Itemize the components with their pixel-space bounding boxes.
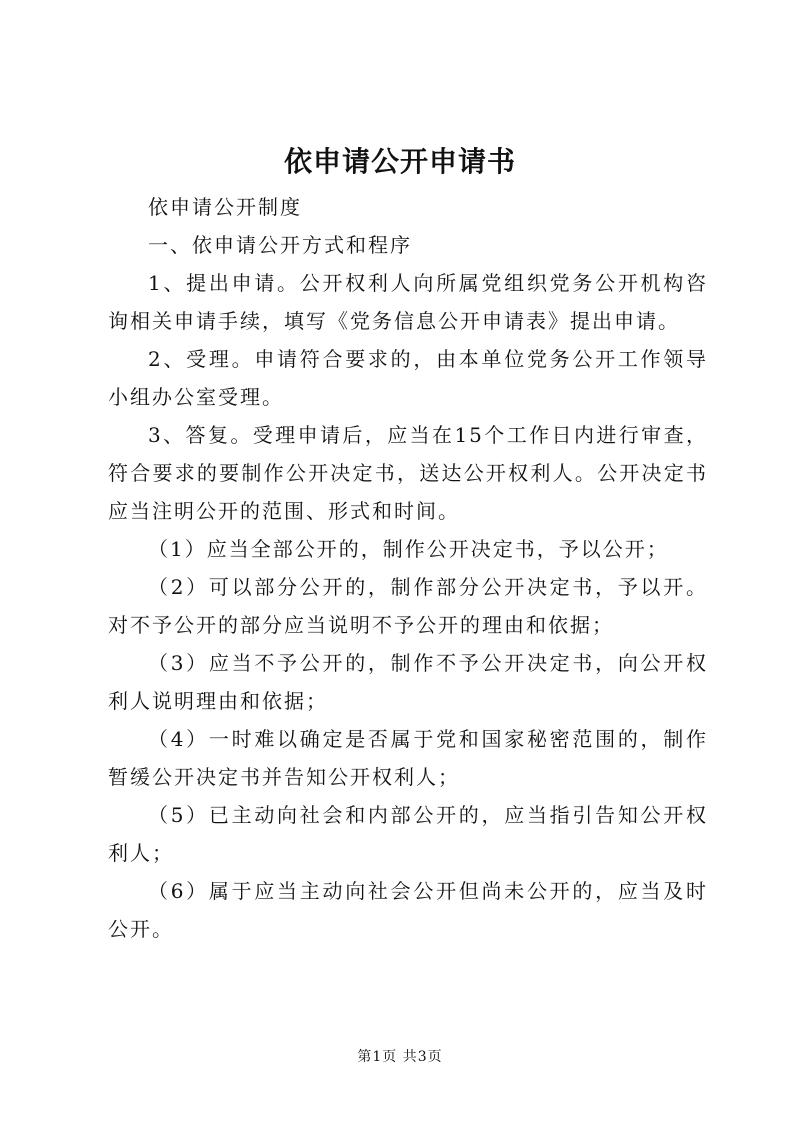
paragraph-section-title: 一、依申请公开方式和程序 [148, 233, 412, 257]
document-body [108, 188, 708, 948]
paragraph-item-4: （4）一时难以确定是否属于党和国家秘密范围的，制作暂缓公开决定书并告知公开权利人； [108, 727, 708, 789]
paragraph-item-2: （2）可以部分公开的，制作部分公开决定书，予以开。对不予公开的部分应当说明不予公开的理由和依据； [108, 575, 708, 637]
paragraph-item-3: （3）应当不予公开的，制作不予公开决定书，向公开权利人说明理由和依据； [108, 651, 708, 713]
document-title: 依申请公开申请书 [283, 145, 516, 178]
page-footer: 第1页 共3页 [357, 1049, 443, 1065]
paragraph-item-1: （1）应当全部公开的，制作公开决定书，予以公开； [148, 537, 669, 561]
paragraph-step-2: 2、受理。申请符合要求的，由本单位党务公开工作领导小组办公室受理。 [108, 347, 708, 409]
paragraph-item-5: （5）已主动向社会和内部公开的，应当指引告知公开权利人； [108, 803, 708, 865]
paragraph-heading: 依申请公开制度 [148, 195, 302, 219]
paragraph-step-1: 1、提出申请。公开权利人向所属党组织党务公开机构咨询相关申请手续，填写《党务信息公开申请表》提出申请。 [108, 271, 708, 333]
paragraph-item-6: （6）属于应当主动向社会公开但尚未公开的，应当及时公开。 [108, 879, 708, 941]
paragraph-step-3: 3、答复。受理申请后，应当在15个工作日内进行审查，符合要求的要制作公开决定书，送达公开权利人。公开决定书应当注明公开的范围、形式和时间。 [108, 423, 708, 523]
